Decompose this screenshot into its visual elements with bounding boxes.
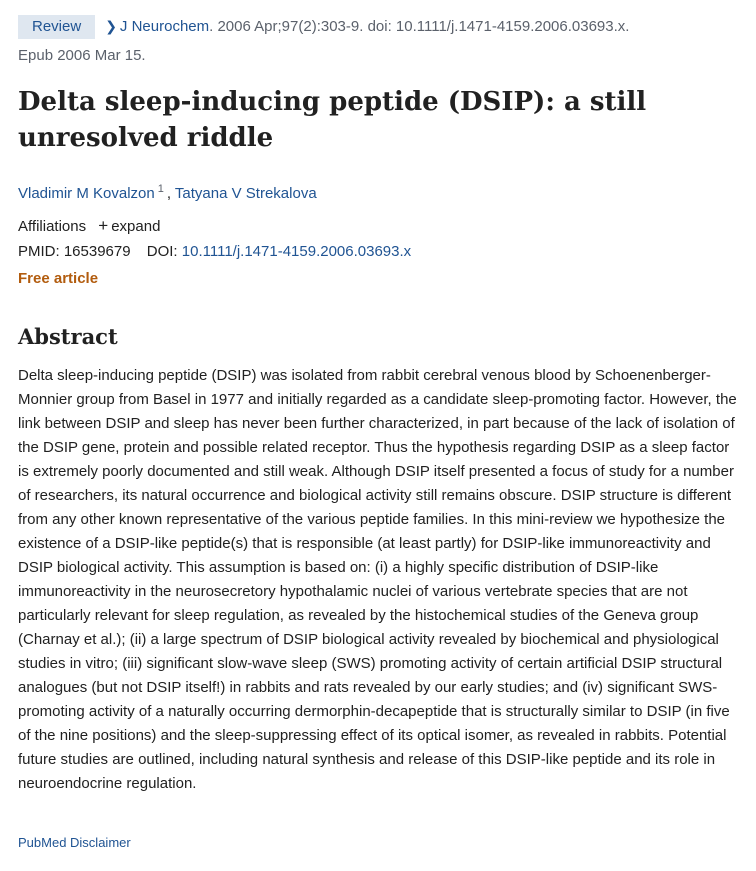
abstract-text: Delta sleep-inducing peptide (DSIP) was isolated from rabbit cerebral venous blood by Schoenenberger-Monnier group from Basel in 1977 and initially regarded as a candidate sleep-promoting factor. However, the link between DSIP and sleep has never been further characterized, in part because of the lack of isolation of the DSIP gene, protein and possible related receptor. Thus the hypothesis regarding DSIP as a sleep factor is extremely poorly documented and still weak. Although DSIP itself presented a focus of study for a number of researchers, its natural occurrence and biological activity still remains obscure. DSIP structure is different from any other known representative of the various peptide families. In this mini-review we hypothesize the existence of a DSIP-like peptide(s) that is responsible (at least partly) for DSIP-like immunoreactivity and DSIP biological activity. This assumption is based on: (i) a highly specific distribution of DSIP-like immunoreactivity in the neurosecretory hypothalamic nuclei of various vertebrate species that are not particularly relevant for sleep regulation, as revealed by the histochemical studies of the Geneva group (Charnay et al.); (ii) a large spectrum of DSIP biological activity revealed by biochemical and physiological studies in vitro; (iii) significant slow-wave sleep (SWS) promoting activity of certain artificial DSIP structural analogues (but not DSIP itself!) in rabbits and rats revealed by our early studies; and (iv) significant SWS-promoting activity of a naturally occurring dermorphin-decapeptide that is structurally similar to DSIP (in five of the nine positions) and the sleep-suppressing effect of its optical isomer, as revealed in rabbits. Potential future studies are outlined, including natural synthesis and release of this DSIP-like peptide and its role in neuroendocrine regulation.	[18, 367, 737, 792]
pmid-value: 16539679	[63, 243, 131, 260]
journal-name: J Neurochem	[119, 18, 210, 35]
doi-link[interactable]: 10.1111/j.1471-4159.2006.03693.x	[181, 243, 412, 260]
affiliations-label: Affiliations	[18, 218, 87, 235]
abstract-heading: Abstract	[18, 324, 118, 349]
author-link-2[interactable]: Tatyana V Strekalova	[174, 185, 317, 202]
article-title: Delta sleep-inducing peptide (DSIP): a still unresolved riddle	[18, 87, 647, 153]
chevron-right-icon: ❯	[105, 18, 117, 34]
author-separator: ,	[166, 185, 175, 202]
pubmed-disclaimer-link[interactable]: PubMed Disclaimer	[18, 835, 131, 850]
expand-affiliations-button[interactable]	[98, 218, 160, 235]
expand-label: expand	[111, 218, 161, 235]
doi-label: DOI:	[146, 243, 178, 260]
affiliation-ref[interactable]: 1	[157, 183, 164, 195]
free-article-label: Free article	[18, 270, 99, 287]
citation-line	[18, 14, 743, 39]
author-link-1[interactable]: Vladimir M Kovalzon	[18, 185, 155, 202]
pmid-label: PMID:	[18, 243, 60, 260]
plus-icon: +	[98, 216, 109, 235]
review-badge: Review	[18, 15, 95, 39]
citation-details: . 2006 Apr;97(2):303-9. doi: 10.1111/j.1471-4159.2006.03693.x.	[209, 18, 630, 35]
author-list	[18, 178, 317, 205]
epub-date: Epub 2006 Mar 15.	[18, 47, 146, 64]
affiliations-row	[18, 215, 160, 238]
journal-link[interactable]	[105, 18, 209, 35]
identifiers-row	[18, 241, 411, 263]
